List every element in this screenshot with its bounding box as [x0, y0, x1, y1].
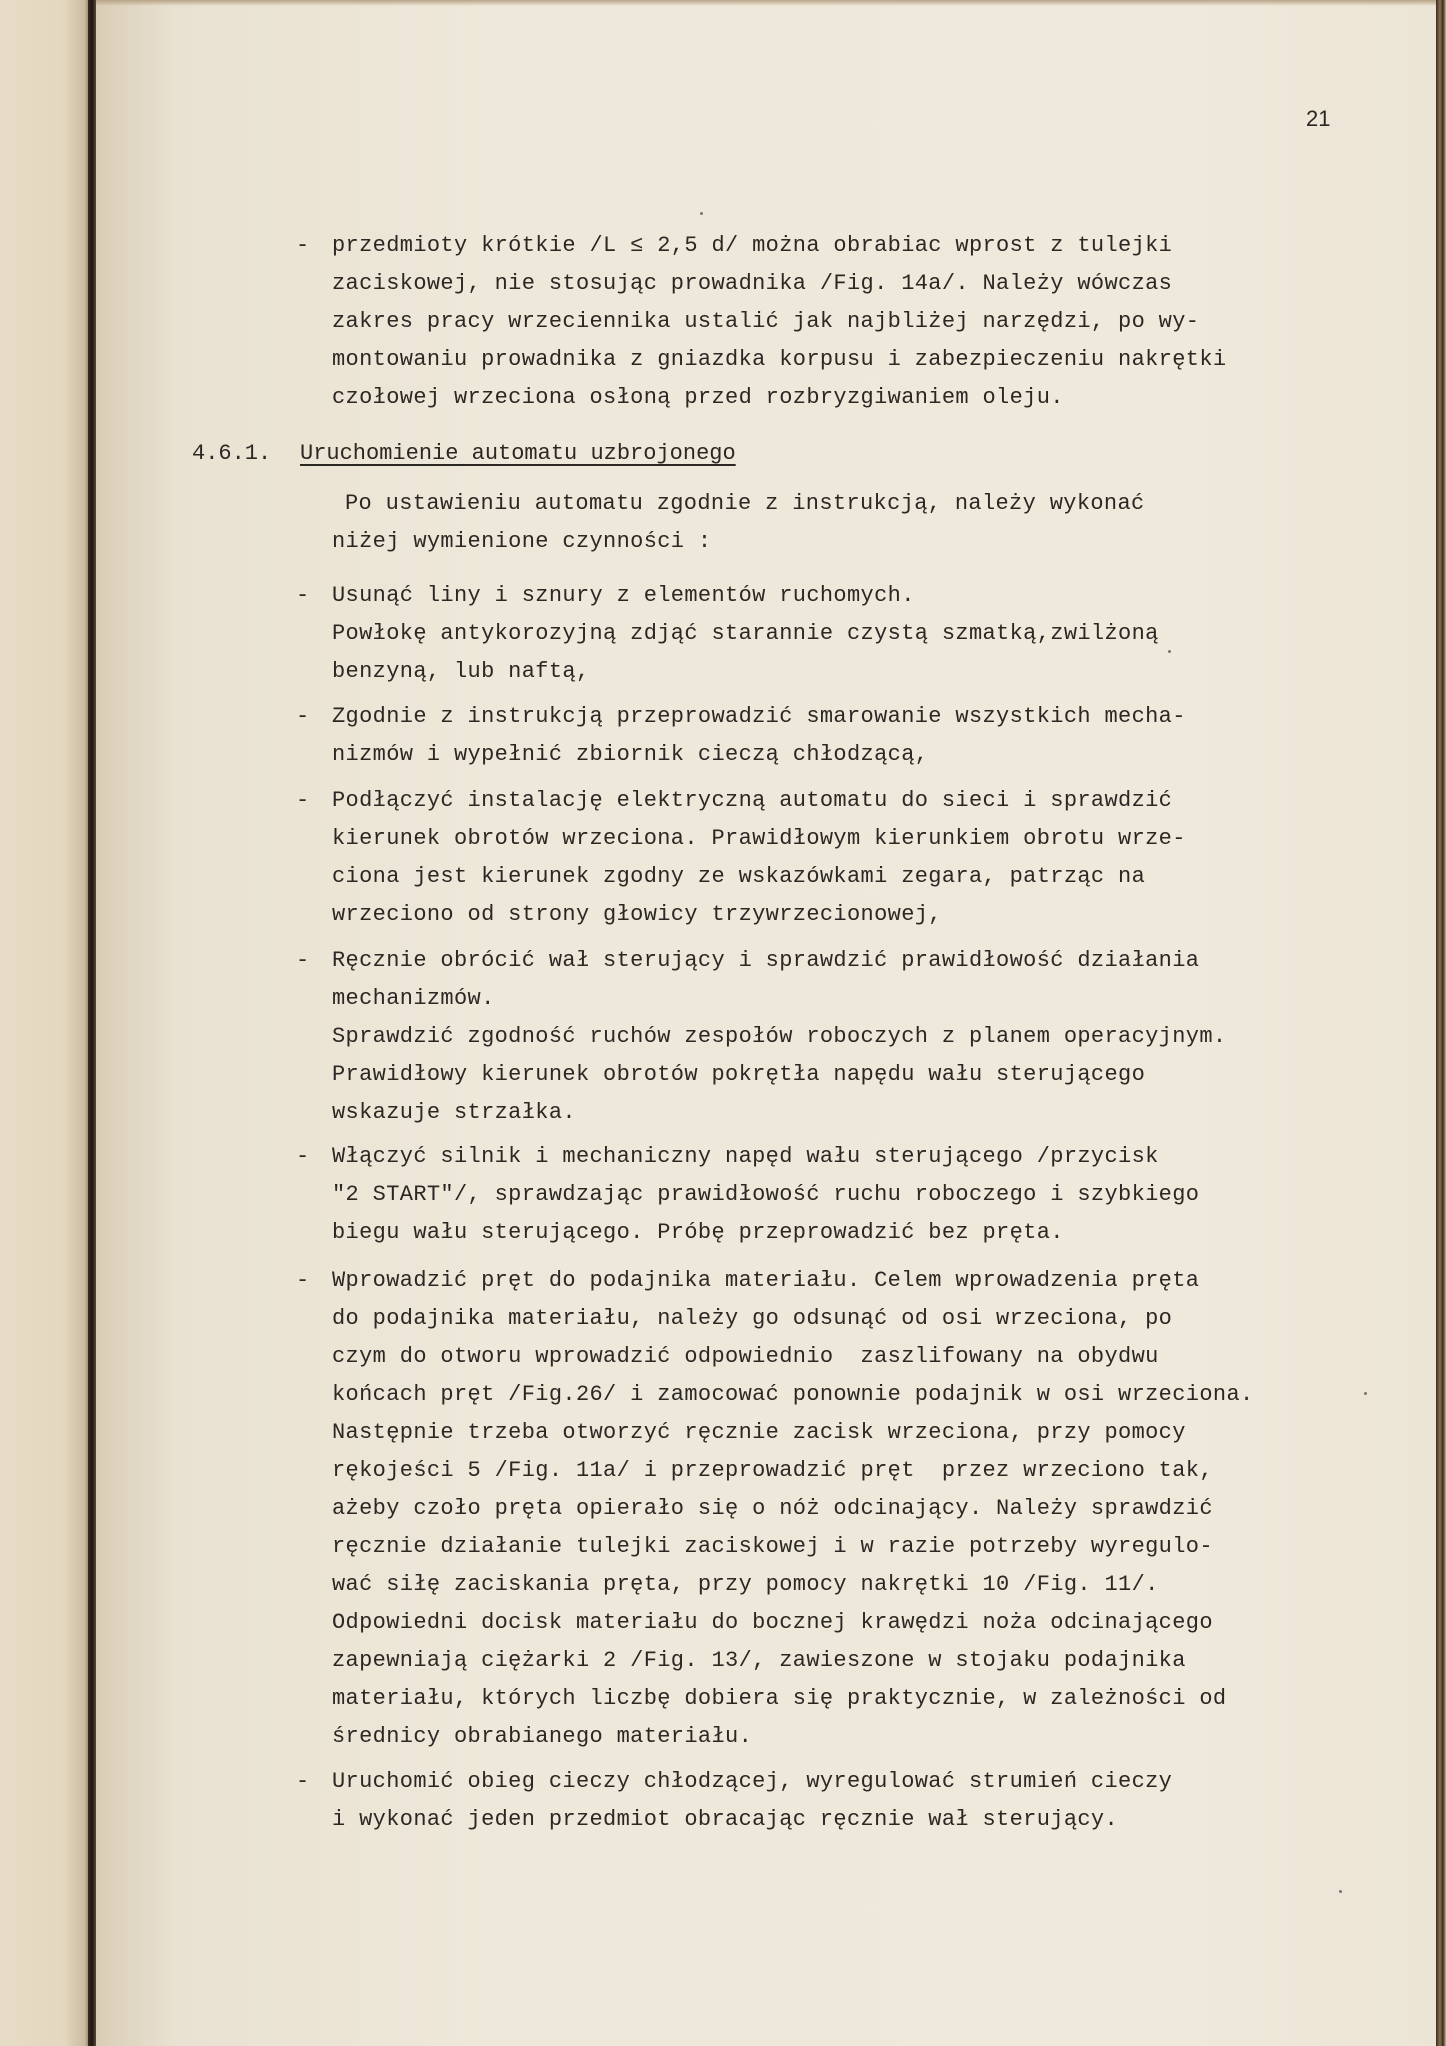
- text-line: montowaniu prowadnika z gniazdka korpusu i zabezpieczeniu nakrętki: [332, 347, 1227, 372]
- text-line: Włączyć silnik i mechaniczny napęd wału sterującego /przycisk: [332, 1144, 1159, 1169]
- text-line: Prawidłowy kierunek obrotów pokrętła napędu wału sterującego: [332, 1062, 1146, 1087]
- text-line: i wykonać jeden przedmiot obracając ręcznie wał sterujący.: [332, 1807, 1119, 1832]
- text-line: nizmów i wypełnić zbiornik cieczą chłodzącą,: [332, 742, 929, 767]
- paper-speck: [700, 212, 703, 215]
- text-line: kierunek obrotów wrzeciona. Prawidłowym kierunkiem obrotu wrze-: [332, 826, 1186, 851]
- text-line: wskazuje strzałka.: [332, 1100, 576, 1125]
- text-line: czym do otworu wprowadzić odpowiednio zaszlifowany na obydwu: [332, 1344, 1159, 1369]
- text-line: Sprawdzić zgodność ruchów zespołów roboczych z planem operacyjnym.: [332, 1024, 1227, 1049]
- text-line: Podłączyć instalację elektryczną automatu do sieci i sprawdzić: [332, 788, 1173, 813]
- text-line: średnicy obrabianego materiału.: [332, 1724, 753, 1749]
- text-line: Uruchomić obieg cieczy chłodzącej, wyregulować strumień cieczy: [332, 1769, 1173, 1794]
- text-line: Po ustawieniu automatu zgodnie z instrukcją, należy wykonać: [345, 491, 1145, 516]
- section-number: 4.6.1.: [192, 441, 272, 466]
- text-line: benzyną, lub naftą,: [332, 659, 590, 684]
- text-line: ażeby czoło pręta opierało się o nóż odcinający. Należy sprawdzić: [332, 1496, 1213, 1521]
- text-line: Ręcznie obrócić wał sterujący i sprawdzić prawidłowość działania: [332, 948, 1200, 973]
- text-line: ciona jest kierunek zgodny ze wskazówkami zegara, patrząc na: [332, 864, 1146, 889]
- page-top-edge: [96, 0, 1436, 6]
- book-gutter: [88, 0, 96, 2046]
- bullet-dash: -: [296, 1268, 310, 1293]
- text-line: biegu wału sterującego. Próbę przeprowadzić bez pręta.: [332, 1220, 1064, 1245]
- text-line: do podajnika materiału, należy go odsunąć od osi wrzeciona, po: [332, 1306, 1173, 1331]
- paper-speck: [1364, 1392, 1367, 1395]
- text-line: wrzeciono od strony głowicy trzywrzecionowej,: [332, 902, 942, 927]
- text-line: zapewniają ciężarki 2 /Fig. 13/, zawieszone w stojaku podajnika: [332, 1648, 1186, 1673]
- text-line: niżej wymienione czynności :: [332, 529, 712, 554]
- bullet-dash: -: [296, 583, 310, 608]
- text-line: wać siłę zaciskania pręta, przy pomocy nakrętki 10 /Fig. 11/.: [332, 1572, 1159, 1597]
- text-line: "2 START"/, sprawdzając prawidłowość ruchu roboczego i szybkiego: [332, 1182, 1200, 1207]
- text-line: końcach pręt /Fig.26/ i zamocować ponownie podajnik w osi wrzeciona.: [332, 1382, 1254, 1407]
- text-line: materiału, których liczbę dobiera się praktycznie, w zależności od: [332, 1686, 1227, 1711]
- text-line: zakres pracy wrzeciennika ustalić jak najbliżej narzędzi, po wy-: [332, 309, 1200, 334]
- text-line: mechanizmów.: [332, 986, 495, 1011]
- text-line: Wprowadzić pręt do podajnika materiału. Celem wprowadzenia pręta: [332, 1268, 1200, 1293]
- page-right-edge: [1436, 0, 1446, 2046]
- text-line: Następnie trzeba otworzyć ręcznie zacisk wrzeciona, przy pomocy: [332, 1420, 1186, 1445]
- text-line: czołowej wrzeciona osłoną przed rozbryzgiwaniem oleju.: [332, 385, 1064, 410]
- section-title: Uruchomienie automatu uzbrojonego: [300, 441, 736, 466]
- bullet-dash: -: [296, 704, 310, 729]
- text-line: Powłokę antykorozyjną zdjąć starannie czystą szmatką,zwilżoną: [332, 621, 1159, 646]
- text-line: Usunąć liny i sznury z elementów ruchomych.: [332, 583, 915, 608]
- paper-speck: [1168, 650, 1171, 653]
- bullet-dash: -: [296, 1769, 310, 1794]
- text-line: rękojeści 5 /Fig. 11a/ i przeprowadzić pręt przez wrzeciono tak,: [332, 1458, 1213, 1483]
- bullet-dash: -: [296, 233, 310, 258]
- text-line: zaciskowej, nie stosując prowadnika /Fig. 14a/. Należy wówczas: [332, 271, 1173, 296]
- text-line: Odpowiedni docisk materiału do bocznej krawędzi noża odcinającego: [332, 1610, 1213, 1635]
- text-line: Zgodnie z instrukcją przeprowadzić smarowanie wszystkich mecha-: [332, 704, 1186, 729]
- page-number: 21: [1306, 106, 1331, 131]
- text-line: przedmioty krótkie /L ≤ 2,5 d/ można obrabiac wprost z tulejki: [332, 233, 1173, 258]
- document-page: [96, 0, 1436, 2046]
- paper-speck: [1339, 1890, 1342, 1893]
- bullet-dash: -: [296, 1144, 310, 1169]
- bullet-dash: -: [296, 788, 310, 813]
- text-line: ręcznie działanie tulejki zaciskowej i w razie potrzeby wyregulo-: [332, 1534, 1213, 1559]
- bullet-dash: -: [296, 948, 310, 973]
